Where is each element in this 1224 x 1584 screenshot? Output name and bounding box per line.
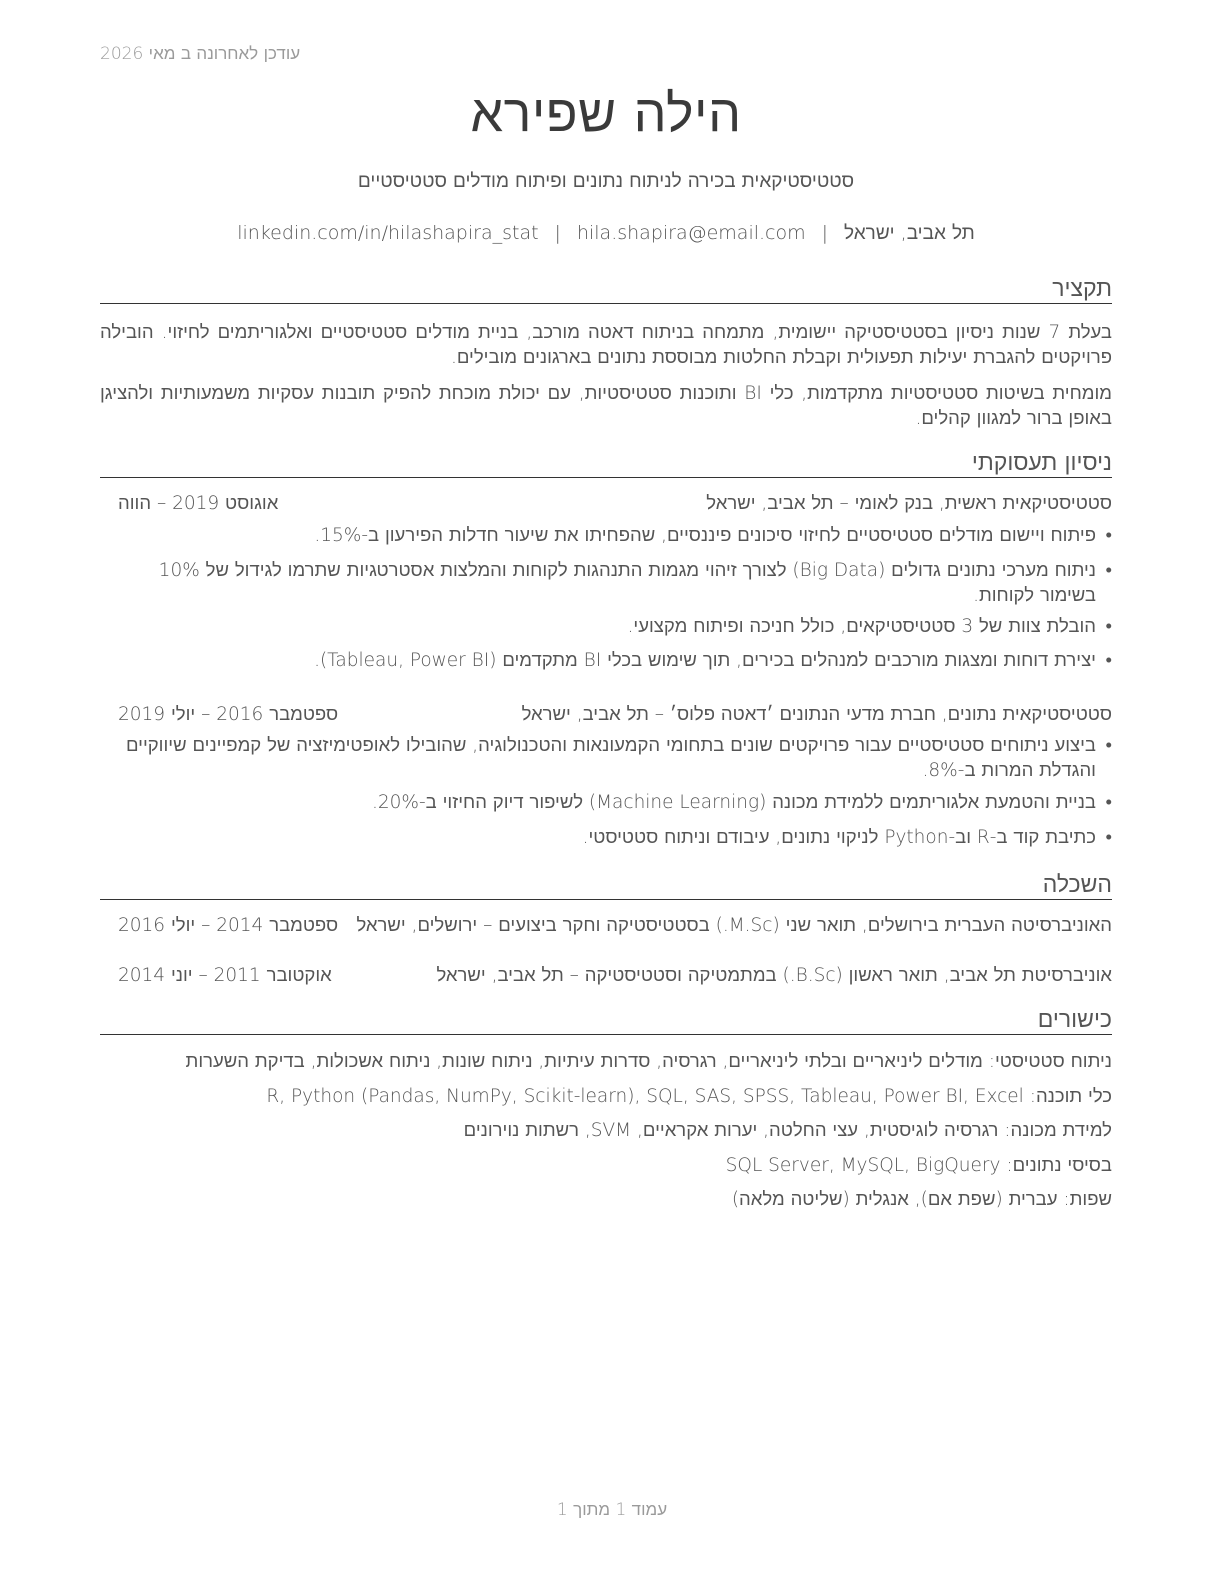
job-bullet xyxy=(115,825,1112,850)
contact-email[interactable]: hila.shapira@email.com xyxy=(576,222,806,244)
job-bullet xyxy=(115,648,1112,673)
bullet-dot: • xyxy=(1105,792,1112,813)
skill-line: למידת מכונה: רגרסיה לוגיסטית, עצי החלטה, יערות אקראיים, SVM, רשתות נוירונים xyxy=(463,1120,1112,1141)
summary-heading: תקציר xyxy=(100,276,1112,304)
bullet-dot: • xyxy=(1105,560,1112,581)
skill-line: שפות: עברית (שפת אם), אנגלית (שליטה מלאה) xyxy=(731,1189,1112,1210)
candidate-name: הילה שפירא xyxy=(470,84,742,144)
bullet-dot: • xyxy=(1105,735,1112,756)
education-degree: האוניברסיטה העברית בירושלים, תואר שני (M.Sc.) בסטטיסטיקה וחקר ביצועים – ירושלים, ישראל xyxy=(356,915,1112,936)
job-bullet xyxy=(115,733,1112,783)
contact-separator: | xyxy=(554,222,561,244)
bullet-text: בניית והטמעת אלגוריתמים ללמידת מכונה (Machine Learning) לשיפור דיוק החיזוי ב-20%. xyxy=(371,792,1096,813)
bullet-text: פיתוח ויישום מודלים סטטיסטיים לחיזוי סיכונים פיננסיים, שהפחיתו את שיעור חדלות הפירעון ב-15%. xyxy=(314,525,1096,546)
bullet-dot: • xyxy=(1105,616,1112,637)
job-bullet xyxy=(115,790,1112,815)
bullet-dot: • xyxy=(1105,525,1112,546)
bullet-dot: • xyxy=(1105,827,1112,848)
education-dates: ספטמבר 2014 – יולי 2016 xyxy=(118,915,339,936)
page-number: עמוד 1 מתוך 1 xyxy=(556,1500,668,1520)
job-role: סטטיסטיקאית נתונים, חברת מדעי הנתונים ׳דאטה פלוס׳ – תל אביב, ישראל xyxy=(521,704,1112,725)
summary-paragraph-2: מומחית בשיטות סטטיסטיות מתקדמות, כלי BI ותוכנות סטטיסטיות, עם יכולת מוכחת להפיק תובנות עסקיות משמעותיות ולהציגן באופן ברור למגוון קהלים. xyxy=(100,383,1112,429)
job-role: סטטיסטיקאית ראשית, בנק לאומי – תל אביב, ישראל xyxy=(706,493,1112,514)
skill-line: בסיסי נתונים: SQL Server, MySQL, BigQuery xyxy=(725,1155,1112,1176)
job-bullet xyxy=(115,523,1112,548)
summary-paragraph-1: בעלת 7 שנות ניסיון בסטטיסטיקה יישומית, מתמחה בניתוח דאטה מורכב, בניית מודלים סטטיסטיים ואלגוריתמים לחיזוי. הובילה פרויקטים להגברת יעילות תפעולית וקבלת החלטות מבוססת נתונים בארגונים מובילים. xyxy=(100,322,1112,368)
bullet-text: יצירת דוחות ומצגות מורכבים למנהלים בכירים, תוך שימוש בכלי BI מתקדמים (Tableau, Power BI). xyxy=(314,650,1096,671)
job-bullet xyxy=(115,558,1112,608)
contact-linkedin[interactable]: linkedin.com/in/hilashapira_stat xyxy=(237,222,539,244)
job-dates: ספטמבר 2016 – יולי 2019 xyxy=(118,704,339,725)
job-bullet xyxy=(115,614,1112,639)
bullet-text: הובלת צוות של 3 סטטיסטיקאים, כולל חניכה ופיתוח מקצועי. xyxy=(627,616,1096,637)
job-dates: אוגוסט 2019 – הווה xyxy=(118,493,279,514)
bullet-text: כתיבת קוד ב-R וב-Python לניקוי נתונים, עיבודם וניתוח סטטיסטי. xyxy=(582,827,1096,848)
contact-line xyxy=(100,222,1112,245)
bullet-dot: • xyxy=(1105,650,1112,671)
skills-heading: כישורים xyxy=(100,1007,1112,1035)
candidate-tagline: סטטיסטיקאית בכירה לניתוח נתונים ופיתוח מודלים סטטיסטיים xyxy=(357,170,855,192)
contact-location: תל אביב, ישראל xyxy=(844,222,975,244)
bullet-text: ניתוח מערכי נתונים גדולים (Big Data) לצורך זיהוי מגמות התנהגות לקוחות והמלצות אסטרטגיות שתרמו לגידול של 10% בשימור לקוחות. xyxy=(158,560,1096,606)
education-dates: אוקטובר 2011 – יוני 2014 xyxy=(118,965,332,986)
bullet-text: ביצוע ניתוחים סטטיסטיים עבור פרויקטים שונים בתחומי הקמעונאות והטכנולוגיה, שהובילו לאופטימיזציה של קמפיינים שיווקיים והגדלת המרות ב-8%. xyxy=(125,735,1096,781)
experience-heading: ניסיון תעסוקתי xyxy=(100,450,1112,478)
education-heading: השכלה xyxy=(100,872,1112,900)
skill-line: ניתוח סטטיסטי: מודלים ליניאריים ובלתי ליניאריים, רגרסיה, סדרות עיתיות, ניתוח שונות, ניתוח אשכולות, בדיקת השערות xyxy=(185,1051,1112,1072)
contact-separator: | xyxy=(821,222,829,244)
last-updated-note: עודכן לאחרונה ב מאי 2026 xyxy=(100,44,301,64)
skill-line: כלי תוכנה: R, Python (Pandas, NumPy, Scikit-learn), SQL, SAS, SPSS, Tableau, Power BI, Excel xyxy=(266,1086,1112,1107)
education-degree: אוניברסיטת תל אביב, תואר ראשון (B.Sc.) במתמטיקה וסטטיסטיקה – תל אביב, ישראל xyxy=(436,965,1112,986)
